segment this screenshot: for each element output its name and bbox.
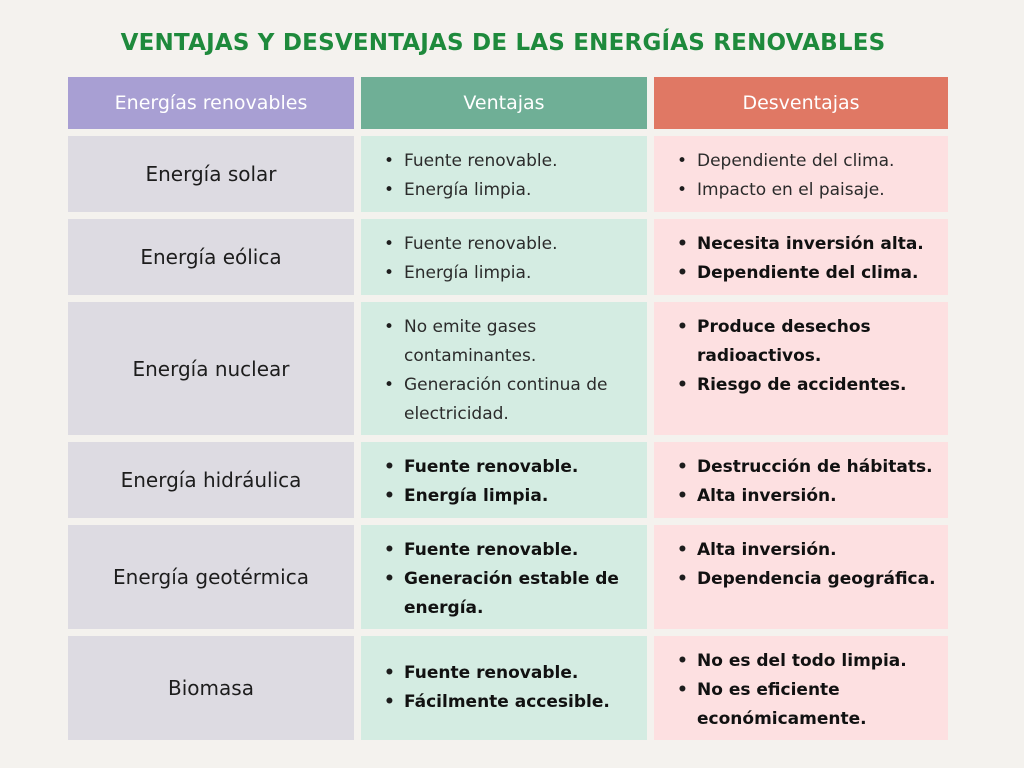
pros-item: • Energía limpia. [381, 176, 558, 205]
pros-cell-nuclear [361, 302, 647, 435]
row-name-hidraulica: Energía hidráulica [68, 442, 354, 518]
pros-cell-geotermica [361, 525, 647, 629]
cons-item: • Riesgo de accidentes. [674, 371, 942, 400]
pros-list [381, 536, 641, 623]
cons-item: • Destrucción de hábitats. [674, 453, 933, 482]
cons-list [674, 230, 924, 288]
cons-cell-nuclear [654, 302, 948, 435]
pros-cell-solar [361, 136, 647, 212]
comparison-table [68, 77, 948, 740]
header-desventajas: Desventajas [654, 77, 948, 129]
cons-item: • Dependiente del clima. [674, 259, 924, 288]
cons-item: • Alta inversión. [674, 482, 933, 511]
cons-item: • No es del todo limpia. [674, 647, 942, 676]
row-name-solar: Energía solar [68, 136, 354, 212]
pros-list [381, 147, 558, 205]
cons-list [674, 147, 894, 205]
pros-list [381, 453, 578, 511]
cons-item: • Dependiente del clima. [674, 147, 894, 176]
pros-item: • Fuente renovable. [381, 659, 610, 688]
header-ventajas: Ventajas [361, 77, 647, 129]
cons-item: • Dependencia geográfica. [674, 565, 936, 594]
cons-cell-geotermica [654, 525, 948, 629]
cons-item: • Produce desechos radioactivos. [674, 313, 942, 371]
page-title: VENTAJAS Y DESVENTAJAS DE LAS ENERGÍAS RENOVABLES [120, 30, 886, 56]
cons-cell-biomasa [654, 636, 948, 740]
cons-list [674, 313, 942, 400]
row-name-eolica: Energía eólica [68, 219, 354, 295]
pros-item: • No emite gases contaminantes. [381, 313, 641, 371]
row-name-geotermica: Energía geotérmica [68, 525, 354, 629]
header-energias-renovables: Energías renovables [68, 77, 354, 129]
cons-item: • Alta inversión. [674, 536, 936, 565]
cons-item: • Impacto en el paisaje. [674, 176, 894, 205]
pros-cell-biomasa [361, 636, 647, 740]
cons-list [674, 536, 936, 594]
pros-list [381, 313, 641, 429]
cons-cell-solar [654, 136, 948, 212]
pros-item: • Energía limpia. [381, 482, 578, 511]
pros-item: • Energía limpia. [381, 259, 558, 288]
pros-item: • Generación continua de electricidad. [381, 371, 641, 429]
pros-item: • Fuente renovable. [381, 453, 578, 482]
pros-item: • Fuente renovable. [381, 147, 558, 176]
cons-cell-hidraulica [654, 442, 948, 518]
row-name-biomasa: Biomasa [68, 636, 354, 740]
pros-item: • Fuente renovable. [381, 536, 641, 565]
cons-item: • Necesita inversión alta. [674, 230, 924, 259]
pros-cell-hidraulica [361, 442, 647, 518]
row-name-nuclear: Energía nuclear [68, 302, 354, 435]
pros-item: • Generación estable de energía. [381, 565, 641, 623]
pros-item: • Fuente renovable. [381, 230, 558, 259]
cons-list [674, 453, 933, 511]
pros-item: • Fácilmente accesible. [381, 688, 610, 717]
cons-cell-eolica [654, 219, 948, 295]
cons-list [674, 647, 942, 734]
pros-list [381, 230, 558, 288]
cons-item: • No es eficiente económicamente. [674, 676, 942, 734]
pros-cell-eolica [361, 219, 647, 295]
pros-list [381, 659, 610, 717]
